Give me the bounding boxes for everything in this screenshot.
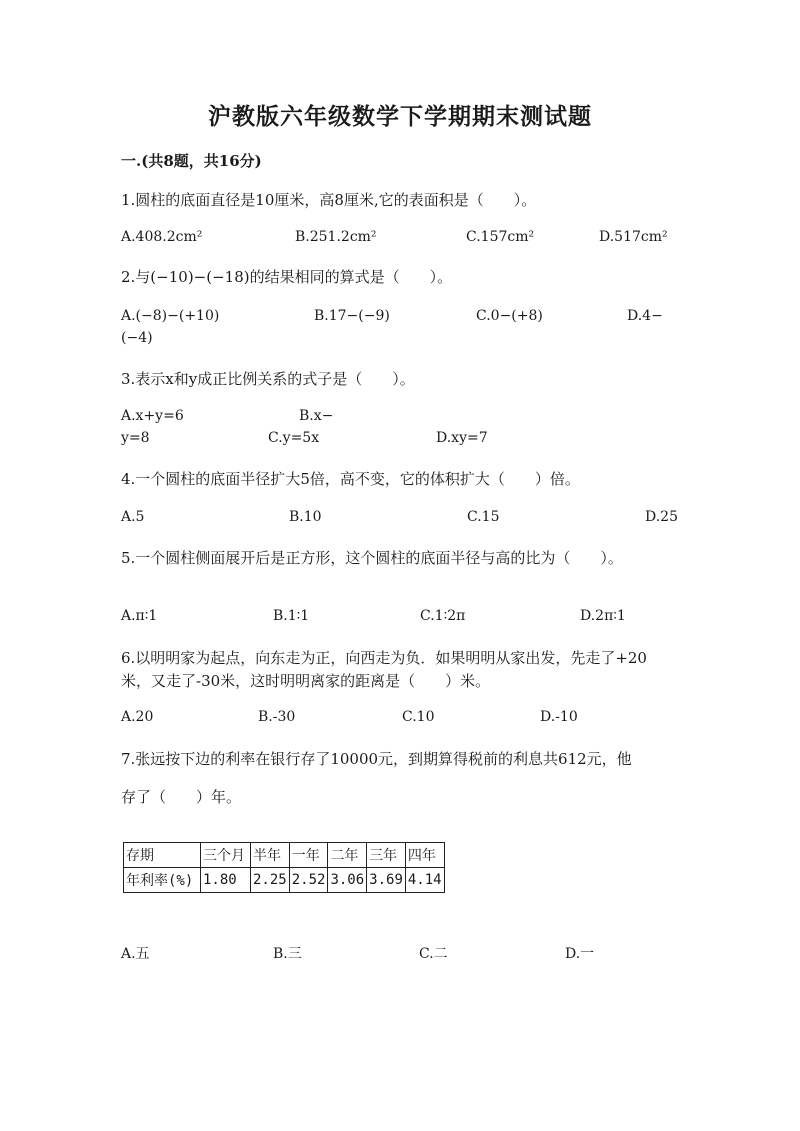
question-3-stem: 3.表示x和y成正比例关系的式子是（ ）。 <box>121 370 415 388</box>
q6-option-b[interactable]: B.-30 <box>258 709 296 725</box>
question-6-stem-line2: 米，又走了-30米，这时明明离家的距离是（ ）米。 <box>121 672 491 690</box>
q2-option-d[interactable]: D.4− <box>627 308 663 324</box>
question-7-stem-line2: 存了（ ）年。 <box>121 788 242 806</box>
q2-option-b[interactable]: B.17−(−9) <box>314 308 390 324</box>
q7-option-d[interactable]: D.一 <box>565 946 595 962</box>
table-cell: 存期 <box>124 843 201 868</box>
interest-rate-table <box>123 842 445 893</box>
q1-option-c[interactable]: C.157cm² <box>466 229 535 245</box>
question-5-stem: 5.一个圆柱侧面展开后是正方形，这个圆柱的底面半径与高的比为（ ）。 <box>121 549 623 567</box>
question-4-stem: 4.一个圆柱的底面半径扩大5倍，高不变，它的体积扩大（ ）倍。 <box>121 470 580 488</box>
table-cell: 3.69 <box>367 868 406 893</box>
q5-option-c[interactable]: C.1∶2π <box>420 608 466 624</box>
table-cell: 4.14 <box>405 868 444 893</box>
q5-option-d[interactable]: D.2π∶1 <box>580 608 626 624</box>
table-header-row <box>124 843 445 868</box>
q7-option-c[interactable]: C.二 <box>419 946 448 962</box>
q4-option-c[interactable]: C.15 <box>467 509 500 525</box>
q1-option-a[interactable]: A.408.2cm² <box>121 229 203 245</box>
section-heading: 一.(共8题，共16分) <box>121 152 262 170</box>
q1-option-b[interactable]: B.251.2cm² <box>295 229 377 245</box>
q3-option-a[interactable]: A.x+y=6 <box>121 408 184 424</box>
q6-option-a[interactable]: A.20 <box>121 709 154 725</box>
table-row <box>124 868 445 893</box>
table-cell: 四年 <box>405 843 444 868</box>
q5-option-b[interactable]: B.1∶1 <box>273 608 310 624</box>
page-title: 沪教版六年级数学下学期期末测试题 <box>208 103 592 130</box>
q7-option-a[interactable]: A.五 <box>121 946 150 962</box>
q6-option-d[interactable]: D.-10 <box>540 709 578 725</box>
table-cell: 1.80 <box>201 868 251 893</box>
table-cell: 三年 <box>367 843 406 868</box>
q7-option-b[interactable]: B.三 <box>273 946 302 962</box>
q2-option-a[interactable]: A.(−8)−(+10) <box>121 308 220 324</box>
q3-option-c[interactable]: C.y=5x <box>268 430 320 446</box>
q2-option-d-continued: (−4) <box>121 330 153 346</box>
question-6-stem-line1: 6.以明明家为起点，向东走为正，向西走为负．如果明明从家出发，先走了+20 <box>121 649 647 667</box>
q4-option-b[interactable]: B.10 <box>289 509 322 525</box>
question-2-stem: 2.与(−10)−(−18)的结果相同的算式是（ ）。 <box>121 268 453 286</box>
table-cell: 2.25 <box>251 868 290 893</box>
table-cell: 一年 <box>289 843 328 868</box>
q4-option-d[interactable]: D.25 <box>645 509 678 525</box>
q3-option-b[interactable]: B.x− <box>299 408 334 424</box>
table-cell: 3.06 <box>328 868 367 893</box>
q4-option-a[interactable]: A.5 <box>121 509 145 525</box>
question-1-stem: 1.圆柱的底面直径是10厘米，高8厘米,它的表面积是（ ）。 <box>121 191 537 209</box>
q5-option-a[interactable]: A.π∶1 <box>121 608 158 624</box>
q6-option-c[interactable]: C.10 <box>402 709 435 725</box>
table-cell: 2.52 <box>289 868 328 893</box>
table-cell: 二年 <box>328 843 367 868</box>
q3-option-d[interactable]: D.xy=7 <box>436 430 488 446</box>
question-7-stem-line1: 7.张远按下边的利率在银行存了10000元，到期算得税前的利息共612元，他 <box>121 750 632 768</box>
table-cell: 半年 <box>251 843 290 868</box>
table-cell: 三个月 <box>201 843 251 868</box>
q3-option-b-continued: y=8 <box>121 430 150 446</box>
q1-option-d[interactable]: D.517cm² <box>599 229 668 245</box>
table-cell: 年利率(%) <box>124 868 201 893</box>
q2-option-c[interactable]: C.0−(+8) <box>476 308 543 324</box>
